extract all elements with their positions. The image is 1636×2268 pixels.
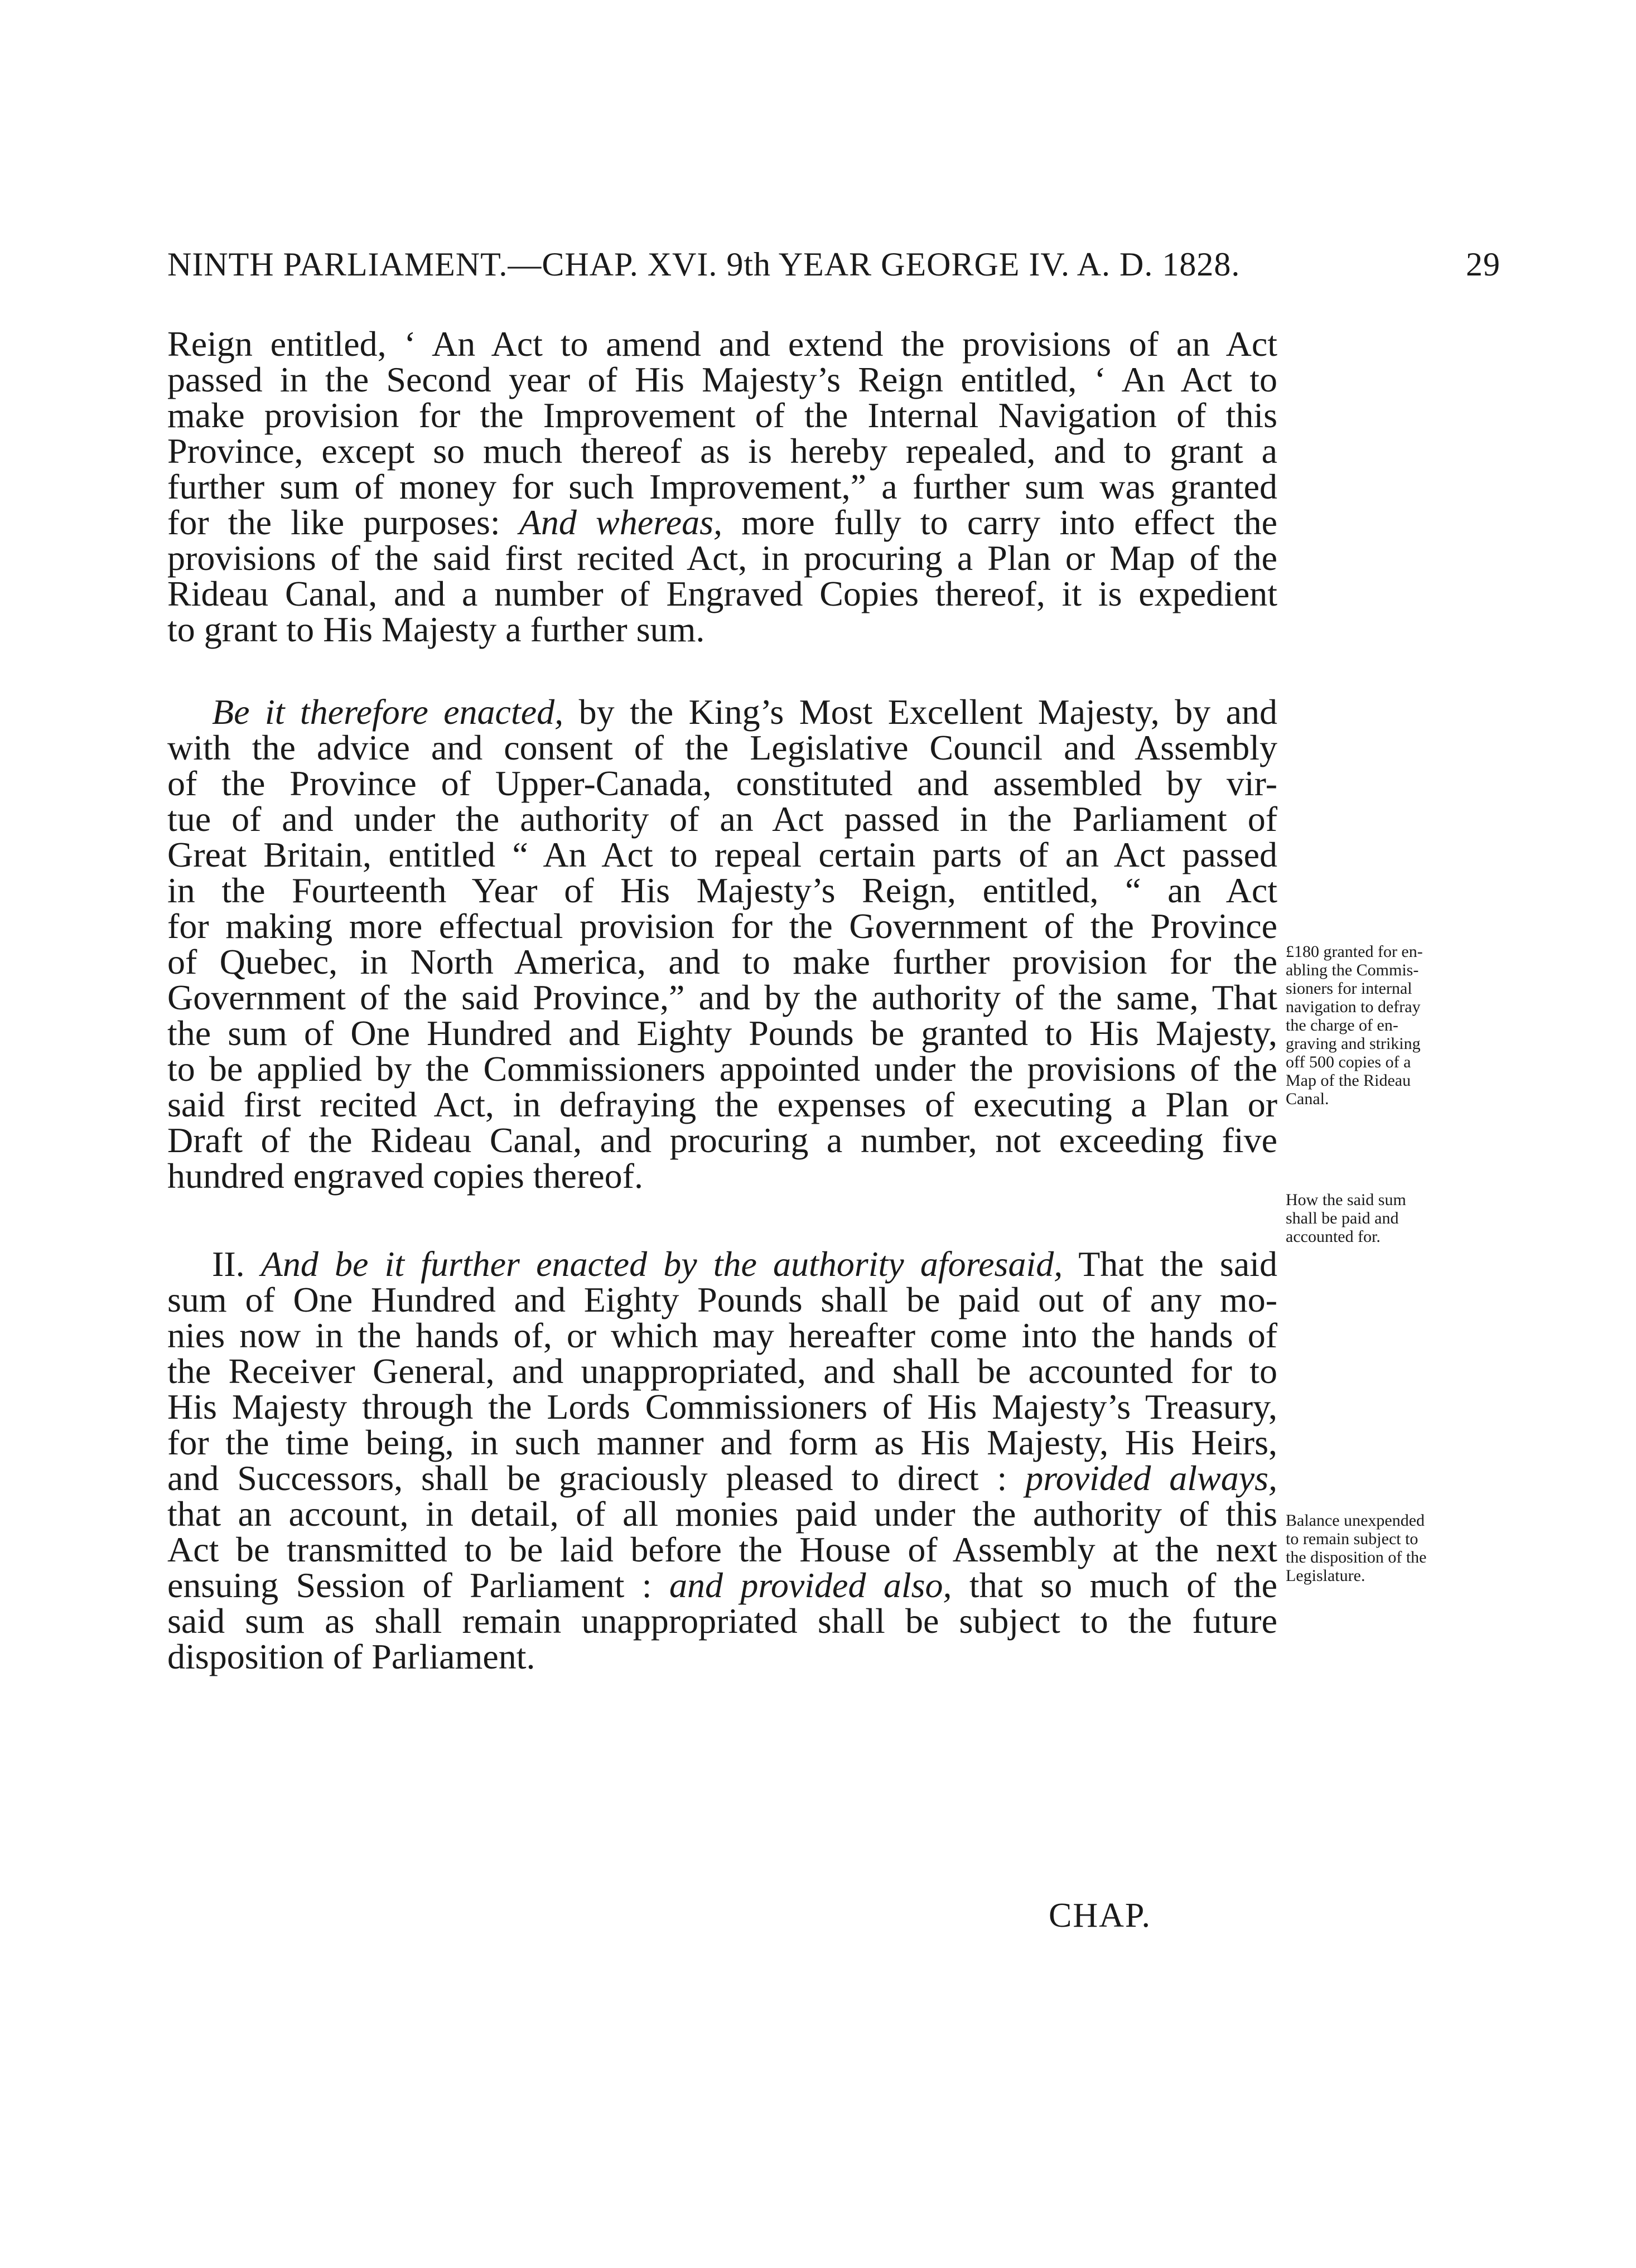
side-note-line: the disposition of the <box>1286 1548 1427 1566</box>
emphasis-enacting-clause: Be it therefore enacted, <box>212 692 564 732</box>
text-line: to be applied by the Commissioners appointed under the provisions of the <box>167 1049 1277 1089</box>
side-note-line: sioners for internal <box>1286 979 1412 998</box>
text-line: nies now in the hands of, or which may hereafter come into the hands of <box>167 1316 1277 1355</box>
side-note-line: graving and striking <box>1286 1034 1421 1053</box>
paragraph-2 <box>167 694 1277 1194</box>
text-line: of the Province of Upper-Canada, constituted and assembled by vir- <box>167 763 1277 803</box>
text-line: make provision for the Improvement of the Internal Navigation of this <box>167 395 1277 435</box>
paragraph-3 <box>167 1246 1277 1675</box>
text-line: Province, except so much thereof as is hereby repealed, and to grant a <box>167 431 1277 471</box>
text-line: to grant to His Majesty a further sum. <box>167 610 705 649</box>
text-line: said first recited Act, in defraying the expenses of executing a Plan or <box>167 1085 1277 1124</box>
running-head <box>167 245 1500 296</box>
catchword: CHAP. <box>1049 1897 1152 1935</box>
text-line: tue of and under the authority of an Act passed in the Parliament of <box>167 799 1277 839</box>
text-run: more fully to carry into effect the <box>741 502 1277 542</box>
text-line: Act be transmitted to be laid before the House of Assembly at the next <box>167 1530 1277 1569</box>
side-note-grant <box>1286 942 1498 1108</box>
side-note-line: Balance unexpended <box>1286 1511 1425 1530</box>
text-line <box>167 1565 1278 1605</box>
page-number: 29 <box>1466 246 1500 283</box>
text-line: the sum of One Hundred and Eighty Pounds be granted to His Majesty, <box>167 1013 1277 1053</box>
text-line: of Quebec, in North America, and to make further provision for the <box>167 942 1277 981</box>
side-note-line: Map of the Rideau <box>1286 1071 1411 1090</box>
text-line: Draft of the Rideau Canal, and procuring a number, not exceeding five <box>167 1120 1277 1160</box>
text-line <box>167 502 1277 542</box>
side-note-line: the charge of en- <box>1286 1016 1398 1034</box>
side-note-line: Canal. <box>1286 1090 1329 1108</box>
text-line <box>167 1458 1278 1498</box>
emphasis-enacting-clause: And be it further enacted by the authority aforesaid, <box>260 1244 1063 1284</box>
side-note-balance <box>1286 1511 1498 1585</box>
section-number: II. <box>212 1244 245 1284</box>
side-note-line: Legislature. <box>1286 1566 1365 1585</box>
running-head-title: NINTH PARLIAMENT.—CHAP. XVI. 9th YEAR GEORGE IV. A. D. 1828. <box>167 246 1241 283</box>
text-line: with the advice and consent of the Legislative Council and Assembly <box>167 728 1277 767</box>
paragraph-1 <box>167 326 1277 647</box>
text-line: that an account, in detail, of all monies paid under the authority of this <box>167 1494 1277 1534</box>
text-line <box>167 694 1277 730</box>
text-line: disposition of Parliament. <box>167 1637 535 1676</box>
text-line <box>167 1246 1277 1282</box>
text-run: ensuing Session of Parliament : <box>167 1565 652 1605</box>
text-run: That the said <box>1078 1244 1278 1284</box>
text-run: and Successors, shall be graciously pleased to direct : <box>167 1458 1007 1498</box>
text-line: Rideau Canal, and a number of Engraved Copies thereof, it is expedient <box>167 574 1277 613</box>
side-note-line: How the said sum <box>1286 1191 1406 1209</box>
text-line: sum of One Hundred and Eighty Pounds shall be paid out of any mo- <box>167 1280 1277 1319</box>
side-note-line: off 500 copies of a <box>1286 1053 1411 1071</box>
side-note-line: shall be paid and <box>1286 1209 1399 1227</box>
side-note-payment <box>1286 1191 1498 1246</box>
text-line: Government of the said Province,” and by the authority of the same, That <box>167 978 1277 1017</box>
side-note-line: accounted for. <box>1286 1227 1381 1246</box>
emphasis-and-whereas: And whereas, <box>519 502 722 542</box>
side-note-line: to remain subject to <box>1286 1530 1418 1548</box>
text-run: that so much of the <box>969 1565 1278 1605</box>
text-run: by the King’s Most Excellent Majesty, by and <box>578 692 1278 732</box>
text-line: said sum as shall remain unappropriated shall be subject to the future <box>167 1601 1277 1641</box>
text-line: provisions of the said first recited Act, in procuring a Plan or Map of the <box>167 538 1277 578</box>
text-line: further sum of money for such Improvement,” a further sum was granted <box>167 467 1277 506</box>
text-line: His Majesty through the Lords Commissioners of His Majesty’s Treasury, <box>167 1387 1277 1426</box>
text-line: Reign entitled, ‘ An Act to amend and extend the provisions of an Act <box>167 324 1277 364</box>
text-line: Great Britain, entitled “ An Act to repeal certain parts of an Act passed <box>167 835 1277 874</box>
side-note-line: navigation to defray <box>1286 998 1421 1016</box>
text-line: hundred engraved copies thereof. <box>167 1156 643 1196</box>
text-line: the Receiver General, and unappropriated, and shall be accounted for to <box>167 1351 1277 1391</box>
text-line: for making more effectual provision for the Government of the Province <box>167 906 1277 946</box>
text-line: passed in the Second year of His Majesty’s Reign entitled, ‘ An Act to <box>167 360 1277 399</box>
side-note-line: £180 granted for en- <box>1286 942 1423 961</box>
text-run: for the like purposes: <box>167 502 500 542</box>
side-note-line: abling the Commis- <box>1286 961 1419 979</box>
text-line: for the time being, in such manner and form as His Majesty, His Heirs, <box>167 1423 1277 1462</box>
emphasis-provided-also: and provided also, <box>669 1565 952 1605</box>
text-line: in the Fourteenth Year of His Majesty’s Reign, entitled, “ an Act <box>167 871 1277 910</box>
emphasis-provided-always: provided always, <box>1025 1458 1278 1498</box>
